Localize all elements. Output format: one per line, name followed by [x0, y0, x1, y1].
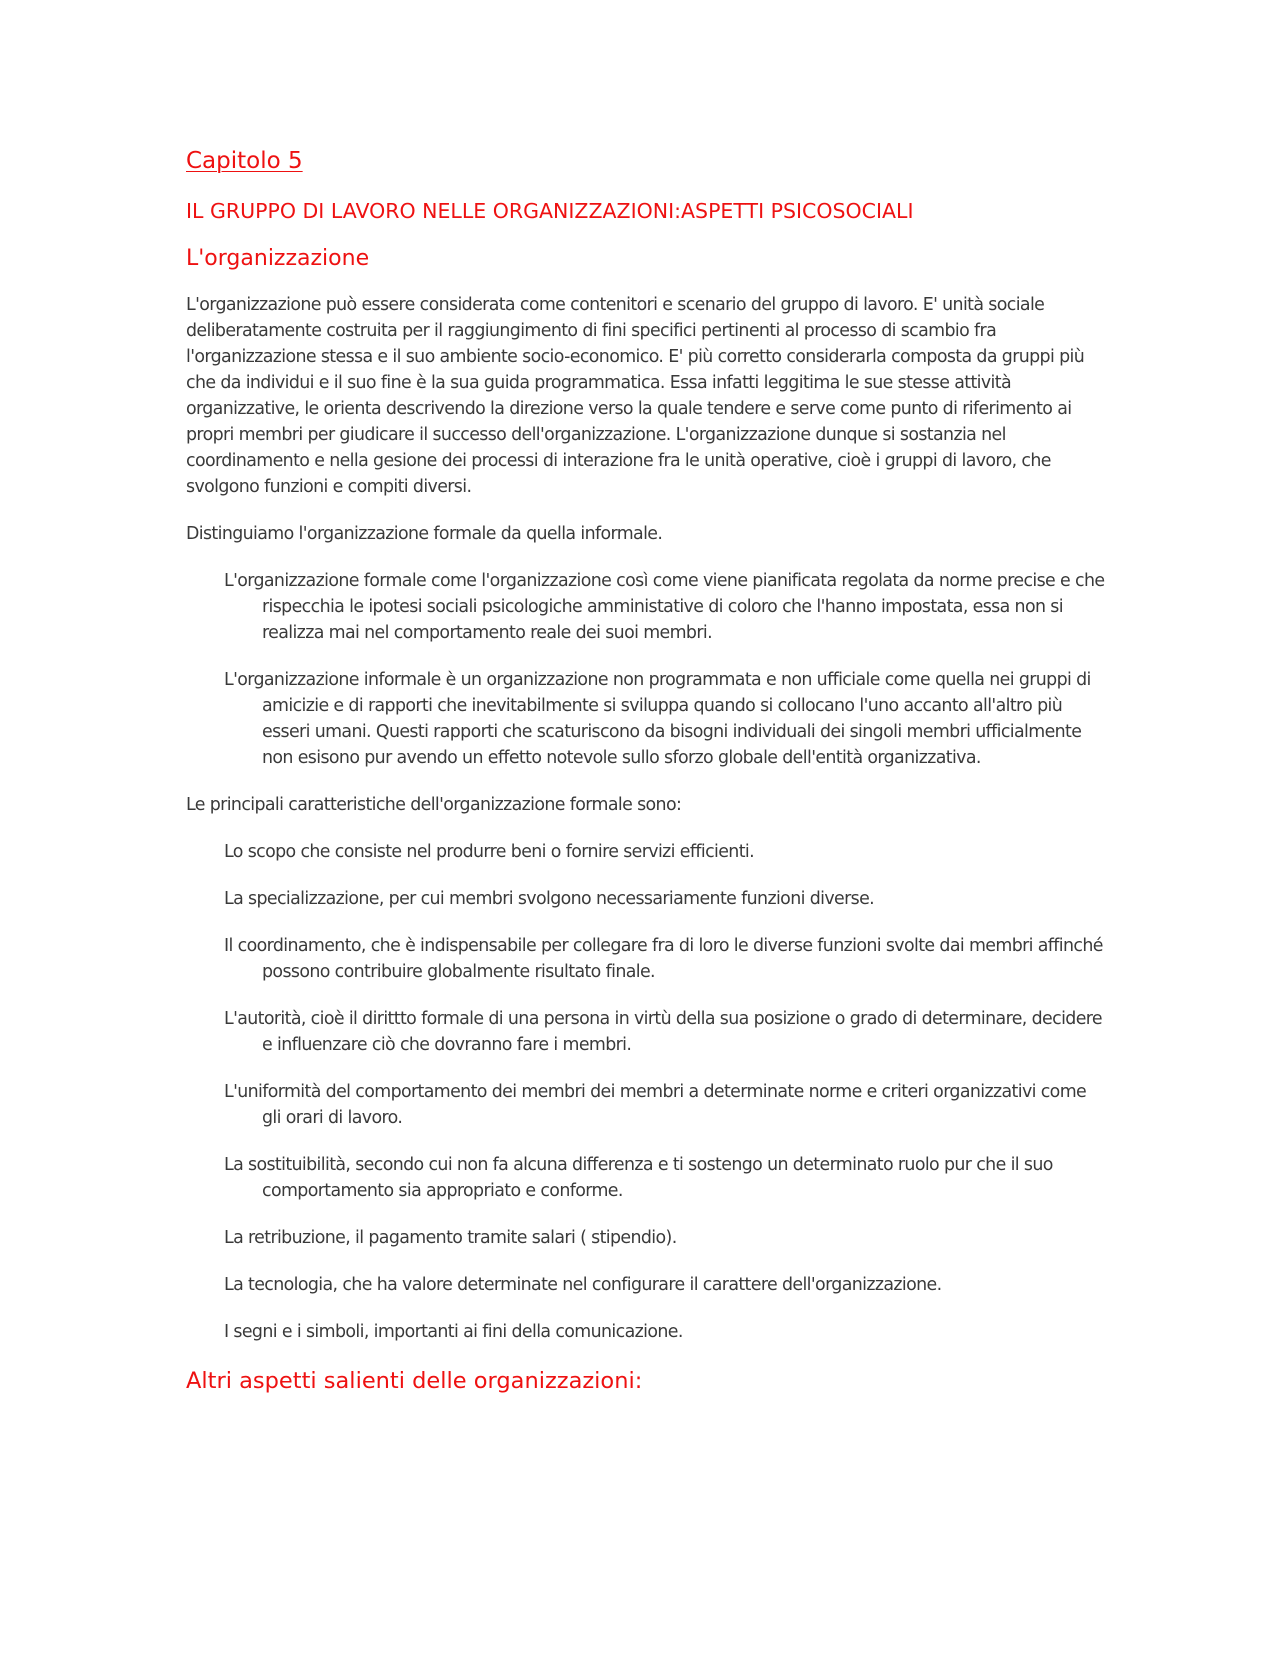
list-item-authority: L'autorità, cioè il dirittto formale di una persona in virtù della sua posizione o grado di determinare, decidere e influenzare ciò che dovranno fare i membri.	[224, 1009, 1103, 1055]
chapter-heading: Capitolo 5	[186, 148, 303, 174]
intro-paragraph: L'organizzazione può essere considerata come contenitori e scenario del gruppo di lavoro. E' unità sociale deliberatamente costruita per il raggiungimento di fini specifici pertinenti al processo di scambio fra l'organizzazione stessa e il suo ambiente socio-economico. E' più corretto considerarla composta da gruppi più che da individui e il suo fine è la sua guida programmatica. Essa infatti leggitima le sue stesse attività organizzative, le orienta descrivendo la direzione verso la quale tendere e serve come punto di riferimento ai propri membri per giudicare il successo dell'organizzazione. L'organizzazione dunque si sostanzia nel coordinamento e nella gesione dei processi di interazione fra le unità operative, cioè i gruppi di lavoro, che svolgono funzioni e compiti diversi.	[186, 295, 1085, 497]
section-heading: L'organizzazione	[186, 246, 370, 271]
distinction-line: Distinguiamo l'organizzazione formale da quella informale.	[186, 524, 663, 544]
characteristics-intro: Le principali caratteristiche dell'organizzazione formale sono:	[186, 795, 682, 815]
chapter-title: IL GRUPPO DI LAVORO NELLE ORGANIZZAZIONI:ASPETTI PSICOSOCIALI	[186, 199, 914, 223]
list-item-formal-organization: L'organizzazione formale come l'organizzazione così come viene pianificata regolata da norme precise e che rispecchia le ipotesi sociali psicologiche amministative di coloro che l'hanno impostata, essa non si realizza mai nel comportamento reale dei suoi membri.	[224, 571, 1105, 643]
final-heading: Altri aspetti salienti delle organizzazioni:	[186, 1368, 643, 1394]
list-item-retribution: La retribuzione, il pagamento tramite salari ( stipendio).	[224, 1228, 677, 1248]
document-content	[186, 146, 1106, 1396]
list-item-informal-organization: L'organizzazione informale è un organizzazione non programmata e non ufficiale come quella nei gruppi di amicizie e di rapporti che inevitabilmente si sviluppa quando si collocano l'uno accanto all'altro più esseri umani. Questi rapporti che scaturiscono da bisogni individuali dei singoli membri ufficialmente non esisono pur avendo un effetto notevole sullo sforzo globale dell'entità organizzativa.	[224, 670, 1091, 768]
list-item-technology: La tecnologia, che ha valore determinate nel configurare il carattere dell'organizzazione.	[224, 1275, 942, 1295]
list-item-scope: Lo scopo che consiste nel produrre beni o fornire servizi efficienti.	[224, 842, 755, 862]
list-item-signs-symbols: I segni e i simboli, importanti ai fini della comunicazione.	[224, 1322, 683, 1342]
list-item-coordination: Il coordinamento, che è indispensabile per collegare fra di loro le diverse funzioni svolte dai membri affinché possono contribuire globalmente risultato finale.	[224, 936, 1103, 982]
list-item-specialization: La specializzazione, per cui membri svolgono necessariamente funzioni diverse.	[224, 889, 875, 909]
list-item-uniformity: L'uniformità del comportamento dei membri dei membri a determinate norme e criteri organizzativi come gli orari di lavoro.	[224, 1082, 1087, 1128]
list-item-substitutability: La sostituibilità, secondo cui non fa alcuna differenza e ti sostengo un determinato ruolo pur che il suo comportamento sia appropriato e conforme.	[224, 1155, 1053, 1201]
